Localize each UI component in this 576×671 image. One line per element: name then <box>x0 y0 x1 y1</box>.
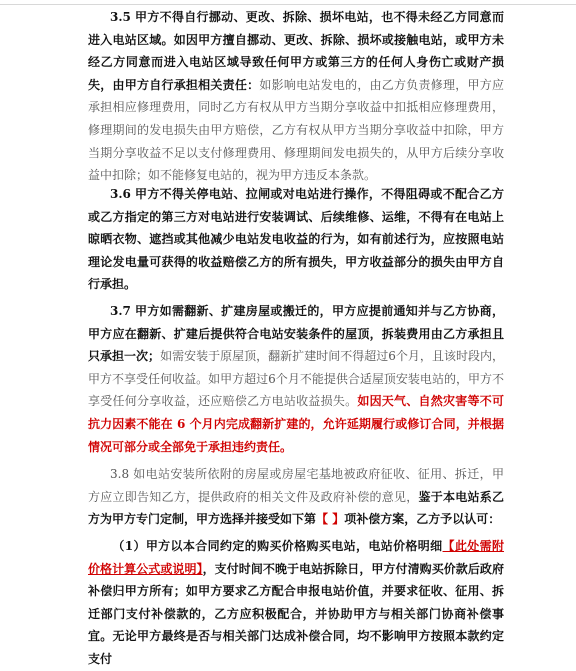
clause-bold-text: 甲方不得自行挪动、更改、拆除、损坏电站，也不得未经乙方同意而进入电站区域。如因甲方擅自挪动、更改、拆除、损坏或接触电站，或甲方未经乙方同意而进入电站区域导致任何甲方或第三方的任何人身伤亡或财产损失，由甲方自行承担相关责任： <box>88 10 504 92</box>
option-prefix: （1） <box>112 539 146 553</box>
clause-3-8-option-1 <box>88 535 504 671</box>
clause-bold-text: 甲方不得关停电站、拉闸或对电站进行操作，不得阻碍或不配合乙方或乙方指定的第三方对电站进行安装调试、后续维修、运维，不得有在电站上晾晒衣物、遮挡或其他减少电站发电收益的行为，如有前述行为，应按照电站理论发电量可获得的收益赔偿乙方的所有损失，甲方收益部分的损失由甲方自行承担。 <box>88 187 504 292</box>
clause-normal-text: 如电站安装所依附的房屋或房屋宅基地被政府征收、征用、拆迁，甲方应立即告知乙方，提供政府的相关文件及政府补偿的意见， <box>88 467 504 504</box>
option-bold-text-2: ，支付时间不晚于电站拆除日，甲方付清购买价款后政府补偿归甲方所有；如甲方要求乙方配合申报电站价值，并要求征收、征用、拆迁部门支付补偿款的，乙方应积极配合，并协助甲方与相关部门协商补偿事宜。无论甲方最终是否与相关部门达成补偿合同，均不影响甲方按照本款约定支付 <box>88 561 504 666</box>
price-formula-note: 【此处需附价格计算公式或说明】 <box>88 539 504 576</box>
clause-number: 3.8 <box>110 467 130 481</box>
page-top-border <box>0 4 576 5</box>
option-blank[interactable]: 【 】 <box>316 512 345 527</box>
option-bold-text: 甲方以本合同约定的购买价格购买电站，电站价格明细 <box>145 539 443 553</box>
clause-number: 3.5 <box>110 10 131 24</box>
clause-bold-text: 鉴于本电站系乙方为甲方专门定制，甲方选择并接受如下第 <box>88 489 504 527</box>
clause-normal-text: 如影响电站发电的，由乙方负责修理，甲方应承担相应修理费用，同时乙方有权从甲方当期分享收益中扣抵相应修理费用，修理期间的发电损失由甲方赔偿，乙方有权从甲方当期分享收益中扣除，甲方当期分享收益不足以支付修理费用、修理期间发电损失的，从甲方后续分享收益中扣除；如不能修复电站的，视为甲方违反本条款。 <box>88 77 504 183</box>
clause-3-5 <box>88 6 504 187</box>
clause-3-8 <box>88 463 504 531</box>
clause-normal-text: 如需安装于原屋顶，翻新扩建时间不得超过6个月，且该时段内，甲方不享受任何收益。如甲方超过6个月不能提供合适屋顶安装电站的，甲方不享受任何分享收益，还应赔偿乙方电站收益损失。 <box>88 349 504 409</box>
clause-red-text: 如因天气、自然灾害等不可抗力因素不能在 6 个月内完成翻新扩建的，允许延期履行或修订合同，并根据情况可部分或全部免于承担违约责任。 <box>88 394 504 454</box>
clause-3-7 <box>88 300 504 458</box>
clause-number: 3.7 <box>110 304 131 318</box>
clause-bold-text: 甲方如需翻新、扩建房屋或搬迁的，甲方应提前通知并与乙方协商，甲方应在翻新、扩建后提供符合电站安装条件的屋顶，拆装费用由乙方承担且只承担一次； <box>88 304 504 364</box>
clause-3-6 <box>88 183 504 296</box>
clause-bold-text-2: 项补偿方案，乙方予以认可： <box>344 512 501 527</box>
clause-number: 3.6 <box>110 187 131 201</box>
